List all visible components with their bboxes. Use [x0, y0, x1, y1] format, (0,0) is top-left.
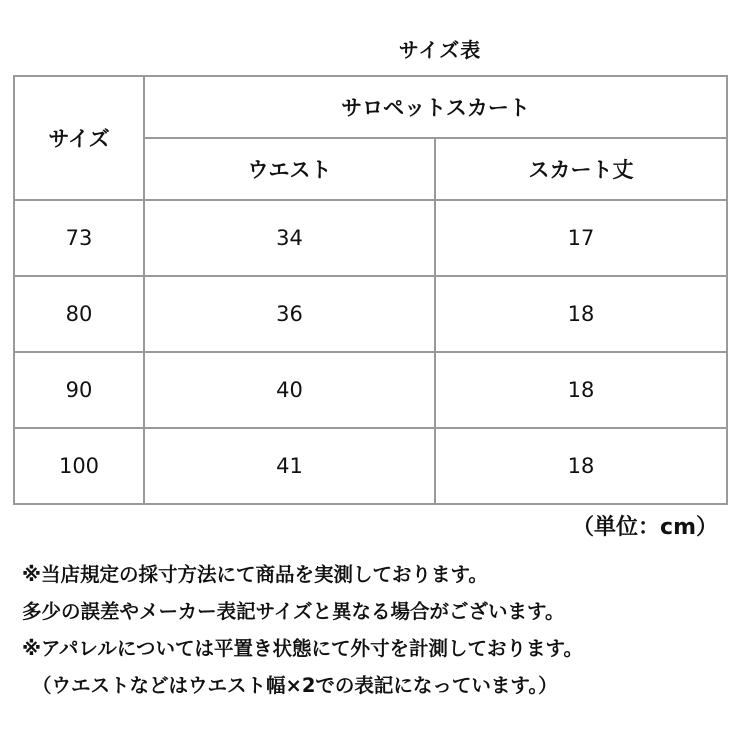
size-cell: 90 — [14, 352, 144, 428]
size-cell: 100 — [14, 428, 144, 504]
note-line: ※当店規定の採寸方法にて商品を実測しております。 — [22, 563, 488, 586]
column-header-length: スカート丈 — [435, 138, 727, 200]
waist-cell: 41 — [144, 428, 435, 504]
waist-cell: 40 — [144, 352, 435, 428]
waist-cell: 34 — [144, 200, 435, 276]
column-header-waist: ウエスト — [144, 138, 435, 200]
length-cell: 18 — [435, 352, 727, 428]
size-cell: 73 — [14, 200, 144, 276]
table-row — [14, 200, 727, 276]
note-line: ※アパレルについては平置き状態にて外寸を計測しております。 — [22, 637, 583, 660]
waist-cell: 36 — [144, 276, 435, 352]
table-row — [14, 276, 727, 352]
length-cell: 18 — [435, 428, 727, 504]
table-row — [14, 428, 727, 504]
note-line: 多少の誤差やメーカー表記サイズと異なる場合がございます。 — [22, 600, 565, 623]
size-cell: 80 — [14, 276, 144, 352]
size-header: サイズ — [14, 76, 144, 200]
group-header: サロペットスカート — [144, 76, 727, 138]
page-title: サイズ表 — [398, 38, 482, 62]
notes — [22, 556, 732, 704]
unit-label: （単位：cm） — [572, 515, 718, 540]
length-cell: 17 — [435, 200, 727, 276]
length-cell: 18 — [435, 276, 727, 352]
note-line: （ウエストなどはウエスト幅×2での表記になっています。） — [32, 674, 558, 697]
size-table — [13, 75, 728, 505]
table-row — [14, 352, 727, 428]
